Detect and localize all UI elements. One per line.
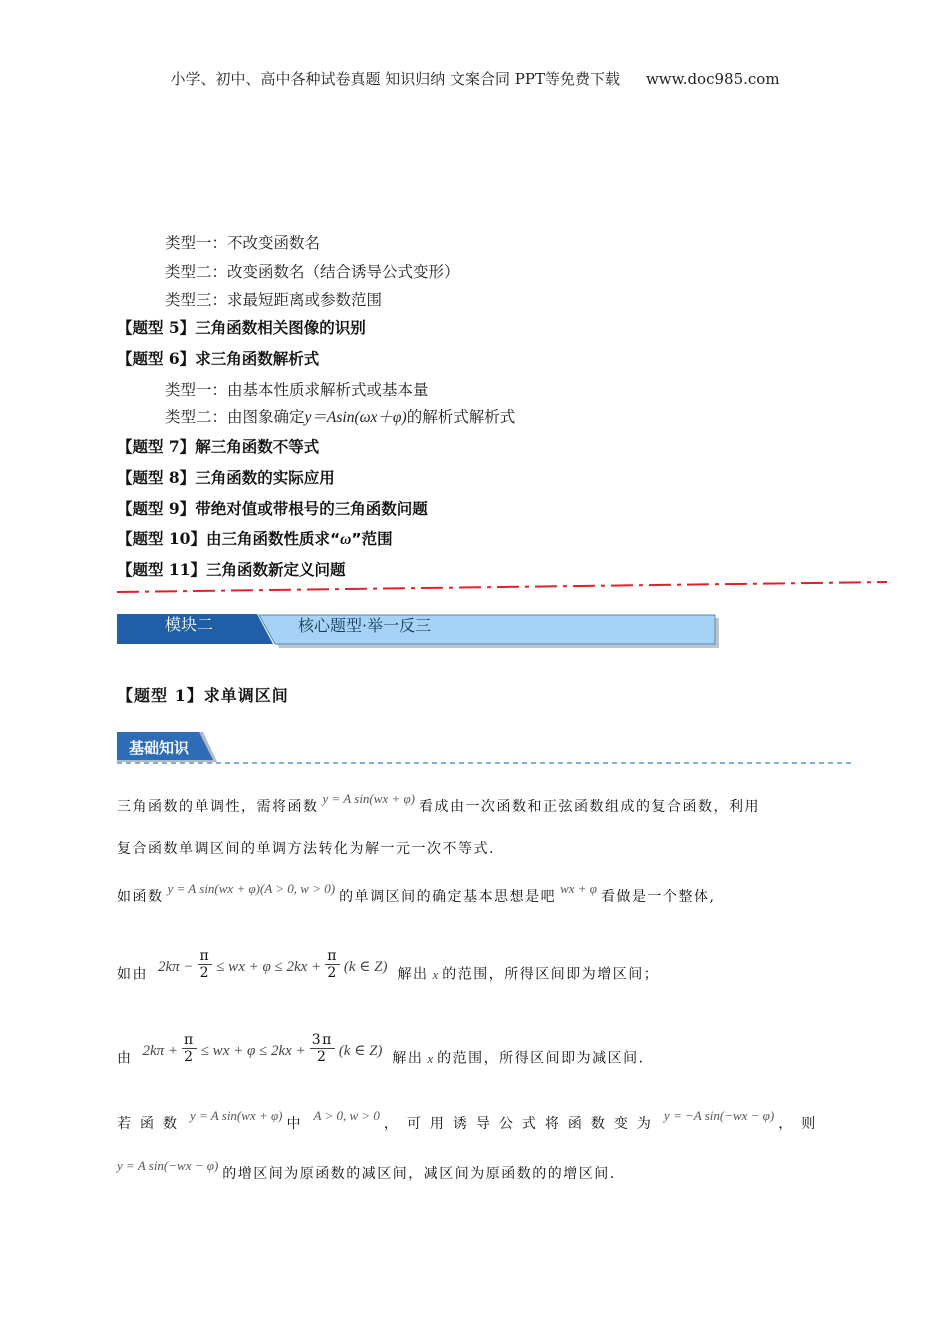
text: 由 <box>117 1050 133 1067</box>
topic-bracket: 【题型 10】 <box>117 529 206 548</box>
header-text: 小学、初中、高中各种试卷真题 知识归纳 文案合同 PPT等免费下载 <box>170 70 620 88</box>
numerator: 3π <box>311 1032 333 1048</box>
text: 的单调区间的确定基本思想是吧 <box>339 889 557 905</box>
type-item: 类型一：不改变函数名 <box>165 234 321 252</box>
topic-bracket: 【题型 8】 <box>117 468 196 487</box>
type-item: 类型一：由基本性质求解析式或基本量 <box>165 381 429 399</box>
formula: 2kπ + <box>142 1042 178 1059</box>
formula: (k ∈ Z) <box>343 958 388 975</box>
module-title: 核心题型·举一反三 <box>298 616 432 635</box>
text: 如函数 <box>117 889 164 905</box>
denominator: 2 <box>327 965 338 981</box>
formula: wx + φ <box>560 881 597 896</box>
topic-5 <box>117 316 366 338</box>
numerator: π <box>184 1032 195 1048</box>
type-item: 类型三：求最短距离或参数范围 <box>165 291 383 309</box>
text: 解出 <box>392 1050 424 1067</box>
topic-8 <box>117 466 335 488</box>
omega-symbol: ω <box>340 531 352 548</box>
topic-bracket: 【题型 11】 <box>117 560 206 579</box>
formula: 2kπ − <box>157 958 194 975</box>
text: 看成由一次函数和正弦函数组成的复合函数，利用 <box>419 799 760 815</box>
text: 若函数 <box>117 1116 186 1132</box>
basic-knowledge-label: 基础知识 <box>129 739 190 757</box>
formula: y = A sin(wx + φ) <box>322 791 415 806</box>
topic-title: 解三角函数不等式 <box>195 438 320 456</box>
paragraph-2: 复合函数单调区间的单调方法转化为解一元一次不等式. <box>117 841 495 857</box>
topic-bracket: 【题型 5】 <box>117 318 196 337</box>
formula: y = A sin(−wx − φ) <box>117 1158 219 1173</box>
basic-divider <box>117 761 855 765</box>
denominator: 2 <box>184 1049 195 1065</box>
text: 如由 <box>117 966 148 983</box>
topic-title: 三角函数新定义问题 <box>205 561 346 579</box>
formula: ≤ wx + φ ≤ 2kx + <box>216 958 322 975</box>
formula: A > 0, w > 0 <box>313 1108 380 1123</box>
text: 中 <box>286 1116 310 1132</box>
module-label: 模块二 <box>165 615 214 634</box>
topic-title: 三角函数相关图像的识别 <box>195 319 366 337</box>
page-header <box>0 68 950 89</box>
type-item-suffix: 的解析式解析式 <box>406 408 516 426</box>
type-item: 类型二：改变函数名（结合诱导公式变形） <box>165 263 460 281</box>
topic-title: 带绝对值或带根号的三角函数问题 <box>195 500 428 518</box>
topic-7 <box>117 435 319 457</box>
formula: ≤ wx + φ ≤ 2kx + <box>200 1042 306 1059</box>
fraction <box>325 948 340 981</box>
paragraph-1 <box>117 791 760 816</box>
paragraph-7 <box>117 1158 616 1183</box>
topic-9 <box>117 497 428 519</box>
numerator: π <box>327 948 338 964</box>
topic-1-heading <box>117 683 289 706</box>
topic-title: 三角函数的实际应用 <box>195 469 335 487</box>
topic-6 <box>117 347 319 369</box>
topic-bracket: 【题型 9】 <box>117 499 196 518</box>
text: 看做是一个整体, <box>600 889 716 905</box>
numerator: π <box>199 948 211 964</box>
text: 三角函数的单调性，需将函数 <box>117 799 319 815</box>
fraction <box>310 1032 335 1065</box>
topic-bracket: 【题型 6】 <box>117 349 196 368</box>
text: 解出 <box>397 966 429 983</box>
formula: y = A sin(wx + φ)(A > 0, w > 0) <box>167 881 336 896</box>
paragraph-4 <box>117 948 660 991</box>
type-item-formula: y＝Asin(ωx＋φ) <box>304 409 407 426</box>
topic-bracket: 【题型 1】 <box>117 686 204 705</box>
paragraph-6 <box>117 1108 825 1133</box>
text: ，则 <box>778 1116 825 1132</box>
topic-bracket: 【题型 7】 <box>117 437 196 456</box>
denominator: 2 <box>199 965 211 981</box>
fraction <box>198 948 213 981</box>
paragraph-3 <box>117 881 716 906</box>
variable-x: x <box>427 1050 434 1066</box>
fraction <box>182 1032 197 1065</box>
variable-x: x <box>432 966 439 982</box>
topic-title: 求三角函数解析式 <box>195 350 320 368</box>
type-item-text: 类型二：由图象确定 <box>165 408 305 426</box>
denominator: 2 <box>317 1049 328 1065</box>
topic-title-a: 由三角函数性质求“ <box>205 530 341 548</box>
topic-title-b: ”范围 <box>351 530 393 548</box>
header-site[interactable]: www.doc985.com <box>645 70 780 88</box>
text: 的范围，所得区间即为增区间； <box>442 966 660 983</box>
topic-10 <box>117 527 393 549</box>
section-divider <box>117 580 887 600</box>
text: ，可用诱导公式将函数变为 <box>383 1116 660 1132</box>
formula: (k ∈ Z) <box>338 1042 383 1059</box>
type-item <box>165 405 515 427</box>
text: 的范围，所得区间即为减区间. <box>437 1050 645 1067</box>
text: 的增区间为原函数的减区间，减区间为原函数的的增区间. <box>222 1166 616 1182</box>
formula: y = A sin(wx + φ) <box>190 1108 283 1123</box>
formula: y = −A sin(−wx − φ) <box>663 1108 775 1123</box>
topic-11 <box>117 558 345 580</box>
topic-title: 求单调区间 <box>203 686 289 705</box>
